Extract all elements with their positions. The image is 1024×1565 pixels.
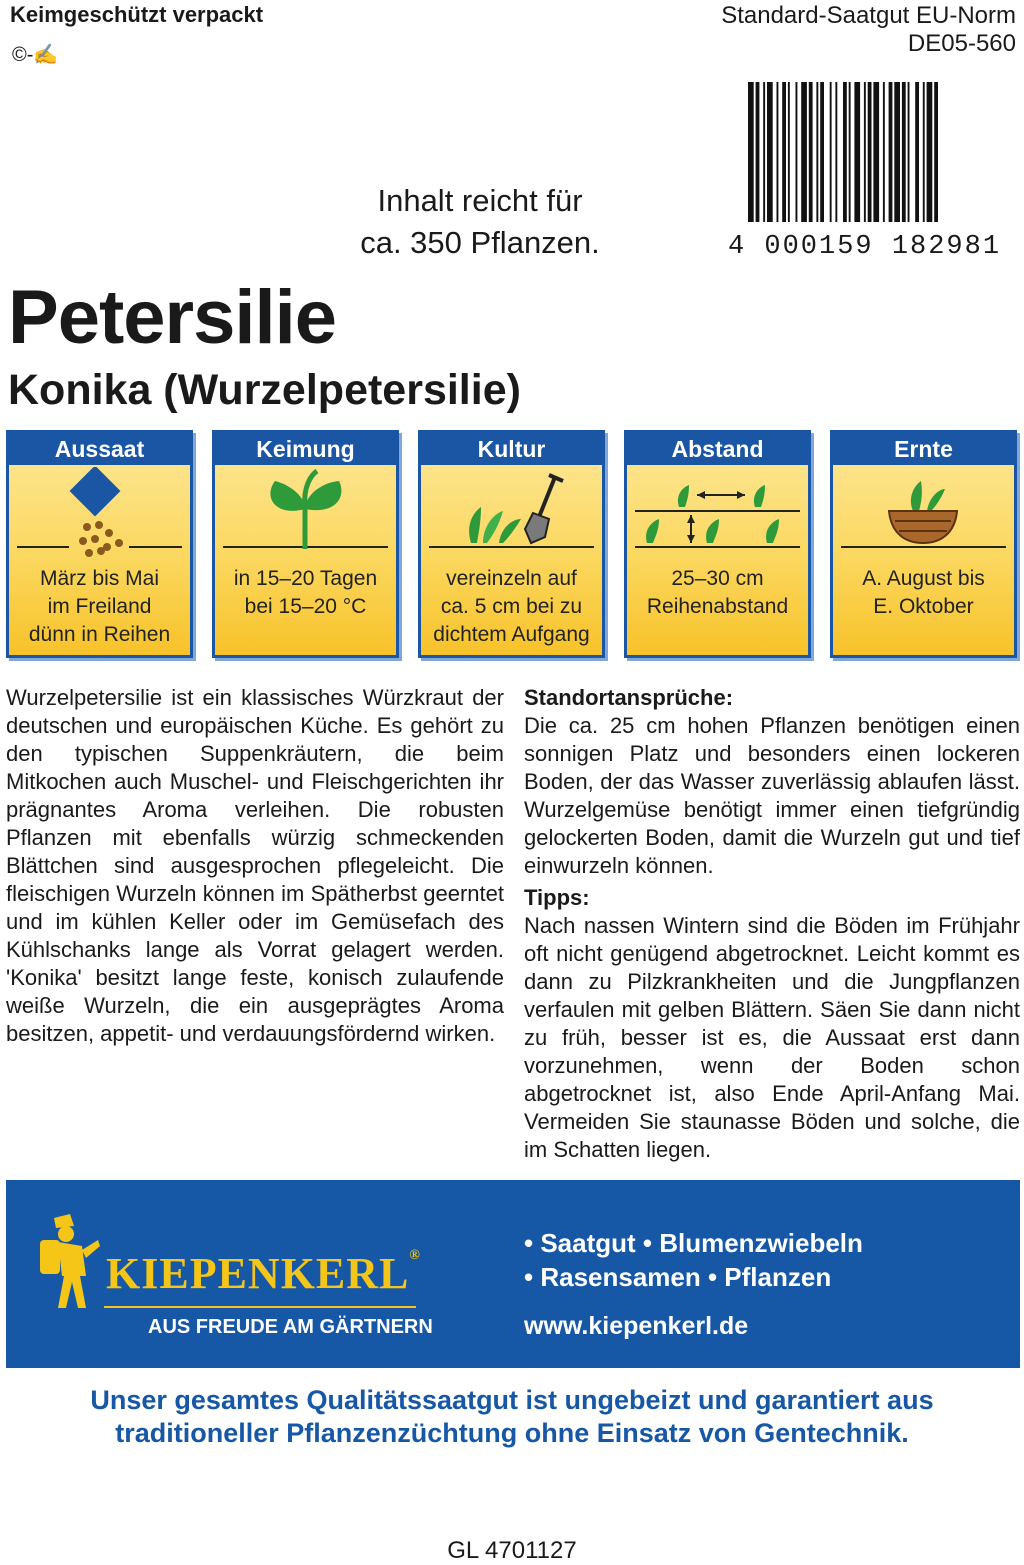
spacing-icon	[627, 467, 808, 557]
brand-name	[106, 1248, 421, 1299]
quality-statement	[0, 1384, 1024, 1450]
product-title: Petersilie	[8, 275, 336, 360]
kiepenkerl-mascot-icon	[36, 1210, 106, 1314]
barcode-bar	[915, 82, 919, 222]
panel-line: in 15–20 Tagen	[233, 567, 378, 590]
seed-packet-icon	[9, 467, 190, 557]
barcode-bar	[809, 82, 813, 222]
spade-plants-icon	[421, 467, 602, 557]
barcode-bar	[923, 82, 925, 222]
standard-code: DE05-560	[907, 30, 1016, 57]
info-panels	[6, 430, 1020, 662]
panel-kultur	[418, 430, 605, 658]
description-text: Wurzelpetersilie ist ein klassisches Würzkraut der deutschen und europäischen Küche. Es gehört zu den typischen Suppenkräutern, die beim Mitkochen auch Muschel- und Fleischgerichten ihr prägnantes Aroma verleihen. Die robusten Pflanzen mit ebenfalls würzig schmeckenden Blättchen sind ausgesprochen pflegeleicht. Die fleischigen Wurzeln können im Spätherbst geerntet und im kühlen Keller oder im Gemüsefach des Kühlschanks lange als Vorrat gelagert werden. 'Konika' besitzt lange feste, konisch zulaufende weiße Wurzeln, die ein ausgeprägtes Aroma besitzen, appetit- und verdauungsfördernd wirken.	[6, 685, 504, 1046]
panel-text	[9, 565, 190, 649]
barcode-graphic	[748, 82, 1010, 242]
barcode-digits: 4 000159 182981	[728, 232, 1002, 262]
panel-text	[627, 565, 808, 621]
panel-line: ca. 5 cm bei zu	[440, 595, 583, 618]
panel-line: E. Oktober	[873, 595, 974, 618]
article-code: GL 4701127	[447, 1537, 577, 1564]
barcode-bar	[801, 82, 807, 222]
panel-title: Aussaat	[9, 433, 190, 465]
panel-title: Abstand	[627, 433, 808, 465]
quality-statement-line1: Unser gesamtes Qualitätssaatgut ist ungebeizt und garantiert aus	[90, 1385, 934, 1415]
brand-name-text: KIEPENKERL	[106, 1249, 410, 1298]
barcode-bar	[864, 82, 866, 222]
copyright-mark: ©-✍	[12, 44, 59, 66]
panel-line: Reihenabstand	[646, 595, 789, 618]
brand-products-line2: • Rasensamen • Pflanzen	[524, 1262, 832, 1292]
barcode-bar	[908, 82, 910, 222]
harvest-basket-icon	[833, 467, 1014, 557]
barcode-bar	[816, 82, 818, 222]
registered-mark: ®	[409, 1248, 421, 1263]
panel-text	[833, 565, 1014, 621]
keimgeschuetzt-label: Keimgeschützt verpackt	[10, 2, 264, 27]
barcode-bar	[889, 82, 893, 222]
location-text: Die ca. 25 cm hohen Pflanzen benötigen einen sonnigen Platz und besonders einen lockeren Boden, der das Wasser zuverlässig ablaufen lässt. Wurzelgemüse benötigt immer einen tiefgründig gelockerten Boden, damit die Wurzeln gut und tief einwurzeln können.	[524, 713, 1020, 878]
standard-info	[721, 2, 1016, 58]
panel-line: im Freiland	[47, 595, 152, 618]
barcode-bar	[820, 82, 824, 222]
content-note	[345, 180, 615, 264]
barcode-bar	[883, 82, 885, 222]
panel-line: bei 15–20 °C	[244, 595, 367, 618]
barcode-bar	[756, 82, 760, 222]
panel-line: dünn in Reihen	[28, 623, 171, 646]
panel-title: Keimung	[215, 433, 396, 465]
panel-line: A. August bis	[862, 567, 985, 590]
panel-title: Ernte	[833, 433, 1014, 465]
panel-line: dichtem Aufgang	[433, 623, 590, 646]
panel-abstand	[624, 430, 811, 658]
panel-line: 25–30 cm	[671, 567, 764, 590]
right-column	[524, 684, 1020, 1164]
barcode-bar	[782, 82, 786, 222]
barcode-bar	[902, 82, 906, 222]
panel-title: Kultur	[421, 433, 602, 465]
quality-statement-line2: traditioneller Pflanzenzüchtung ohne Einsatz von Gentechnik.	[115, 1418, 909, 1448]
barcode-bar	[873, 82, 879, 222]
tips-heading: Tipps:	[524, 885, 590, 910]
barcode-bar	[767, 82, 773, 222]
barcode-bar	[927, 82, 933, 222]
barcode-bar	[748, 82, 754, 222]
barcode-bar	[934, 82, 938, 222]
brand-website[interactable]: www.kiepenkerl.de	[524, 1312, 749, 1340]
content-note-line1: Inhalt reicht für	[377, 183, 583, 218]
product-variety: Konika (Wurzelpetersilie)	[8, 366, 521, 414]
seedling-icon	[215, 467, 396, 557]
panel-ernte	[830, 430, 1017, 658]
panel-aussaat	[6, 430, 193, 658]
content-note-line2: ca. 350 Pflanzen.	[360, 225, 600, 260]
panel-keimung	[212, 430, 399, 658]
brand-tagline: AUS FREUDE AM GÄRTNERN	[148, 1316, 433, 1338]
barcode-bar	[830, 82, 832, 222]
barcode-bar	[843, 82, 847, 222]
barcode-bar	[849, 82, 851, 222]
barcode-bar	[788, 82, 790, 222]
brand-divider	[104, 1306, 416, 1308]
panel-line: vereinzeln auf	[446, 567, 577, 590]
brand-products-line1: • Saatgut • Blumenzwiebeln	[524, 1228, 863, 1258]
panel-text	[215, 565, 396, 621]
panel-text	[421, 565, 602, 649]
standard-label: Standard-Saatgut EU-Norm	[721, 2, 1016, 29]
barcode-bar	[854, 82, 860, 222]
barcode-bar	[894, 82, 900, 222]
brand-products	[524, 1226, 863, 1294]
barcode-bar	[868, 82, 872, 222]
barcode-bar	[777, 82, 779, 222]
location-heading: Standortansprüche:	[524, 685, 734, 710]
tips-text: Nach nassen Wintern sind die Böden im Frühjahr oft nicht genügend abgetrocknet. Leicht kommt es dann zu Pilzkrankheiten und die Jungpflanzen verfaulen mit gelben Blättern. Säen Sie dann nicht zu früh, besser ist es, die Aussaat erst dann vorzunehmen, wenn der Boden schon abgetrocknet ist, also Ende April-Anfang Mai. Vermeiden Sie staunasse Böden und solche, die im Schatten liegen.	[524, 913, 1020, 1162]
barcode-bar	[796, 82, 798, 222]
barcode-bar	[763, 82, 765, 222]
barcode-bar	[835, 82, 837, 222]
panel-line: März bis Mai	[39, 567, 160, 590]
